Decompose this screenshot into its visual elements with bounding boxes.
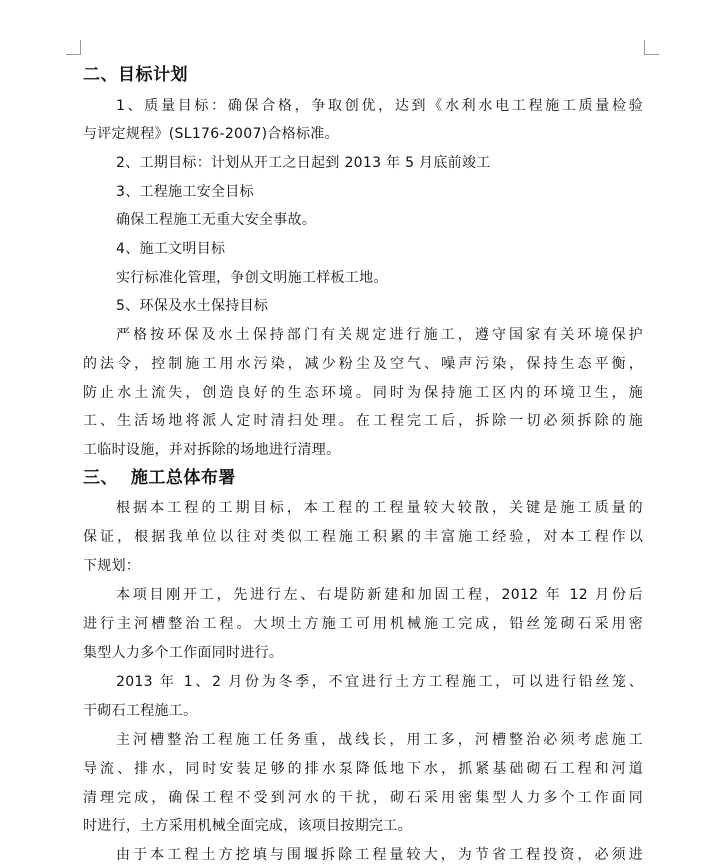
paragraph-line: 实行标准化管理，争创文明施工样板工地。 bbox=[116, 270, 388, 286]
paragraph-line: 进行主河槽整治工程。大坝土方施工可用机械施工完成，铅丝笼砌石采用密 bbox=[83, 616, 643, 632]
paragraph-line: 严格按环保及水土保持部门有关规定进行施工，遵守国家有关环境保护 bbox=[116, 327, 643, 343]
paragraph-line: 4、施工文明目标 bbox=[116, 241, 226, 257]
paragraph-line: 导流、排水，同时安装足够的排水泵降低地下水，抓紧基础砌石工程和河道 bbox=[83, 761, 643, 777]
margin-corner-mark-left bbox=[66, 40, 81, 55]
margin-corner-mark-right bbox=[644, 40, 659, 55]
paragraph-line: 时进行，土方采用机械全面完成，该项目按期完工。 bbox=[83, 818, 412, 834]
paragraph-line: 2013 年 1、2 月份为冬季，不宜进行土方工程施工，可以进行铅丝笼、 bbox=[116, 674, 643, 690]
paragraph-line: 5、环保及水土保持目标 bbox=[116, 298, 269, 314]
paragraph-line: 清理完成，确保工程不受到河水的干扰，砌石采用密集型人力多个工作面同 bbox=[83, 790, 643, 806]
paragraph-line: 确保工程施工无重大安全事故。 bbox=[116, 212, 317, 228]
paragraph-line: 与评定规程》(SL176-2007)合格标准。 bbox=[83, 126, 339, 142]
section-heading: 二、目标计划 bbox=[83, 65, 188, 85]
paragraph-line: 1、质量目标：确保合格，争取创优，达到《水利水电工程施工质量检验 bbox=[116, 98, 643, 114]
paragraph-line: 由于本工程土方挖填与围堰拆除工程量较大，为节省工程投资，必须进 bbox=[116, 847, 643, 863]
paragraph-line: 主河槽整治工程施工任务重，战线长，用工多，河槽整治必须考虑施工 bbox=[116, 732, 643, 748]
paragraph-line: 干砌石工程施工。 bbox=[83, 703, 198, 719]
paragraph-line: 集型人力多个工作面同时进行。 bbox=[83, 645, 284, 661]
paragraph-line: 工、生活场地将派人定时清扫处理。在工程完工后，拆除一切必须拆除的施 bbox=[83, 413, 643, 429]
paragraph-line: 2、工期目标：计划从开工之日起到 2013 年 5 月底前竣工 bbox=[116, 155, 491, 171]
paragraph-line: 保证，根据我单位以往对类似工程施工积累的丰富施工经验，对本工程作以 bbox=[83, 529, 643, 545]
paragraph-line: 下规划： bbox=[83, 558, 141, 574]
paragraph-line: 防止水土流失，创造良好的生态环境。同时为保持施工区内的环境卫生，施 bbox=[83, 385, 643, 401]
paragraph-line: 本项目刚开工，先进行左、右堤防新建和加固工程，2012 年 12 月份后 bbox=[116, 587, 643, 603]
paragraph-line: 工临时设施，并对拆除的场地进行清理。 bbox=[83, 442, 341, 458]
paragraph-line: 3、工程施工安全目标 bbox=[116, 184, 254, 200]
paragraph-line: 的法令，控制施工用水污染，减少粉尘及空气、噪声污染，保持生态平衡， bbox=[83, 356, 643, 372]
paragraph-line: 根据本工程的工期目标，本工程的工程量较大较散，关键是施工质量的 bbox=[116, 500, 643, 516]
section-heading: 三、 施工总体布署 bbox=[83, 468, 236, 488]
